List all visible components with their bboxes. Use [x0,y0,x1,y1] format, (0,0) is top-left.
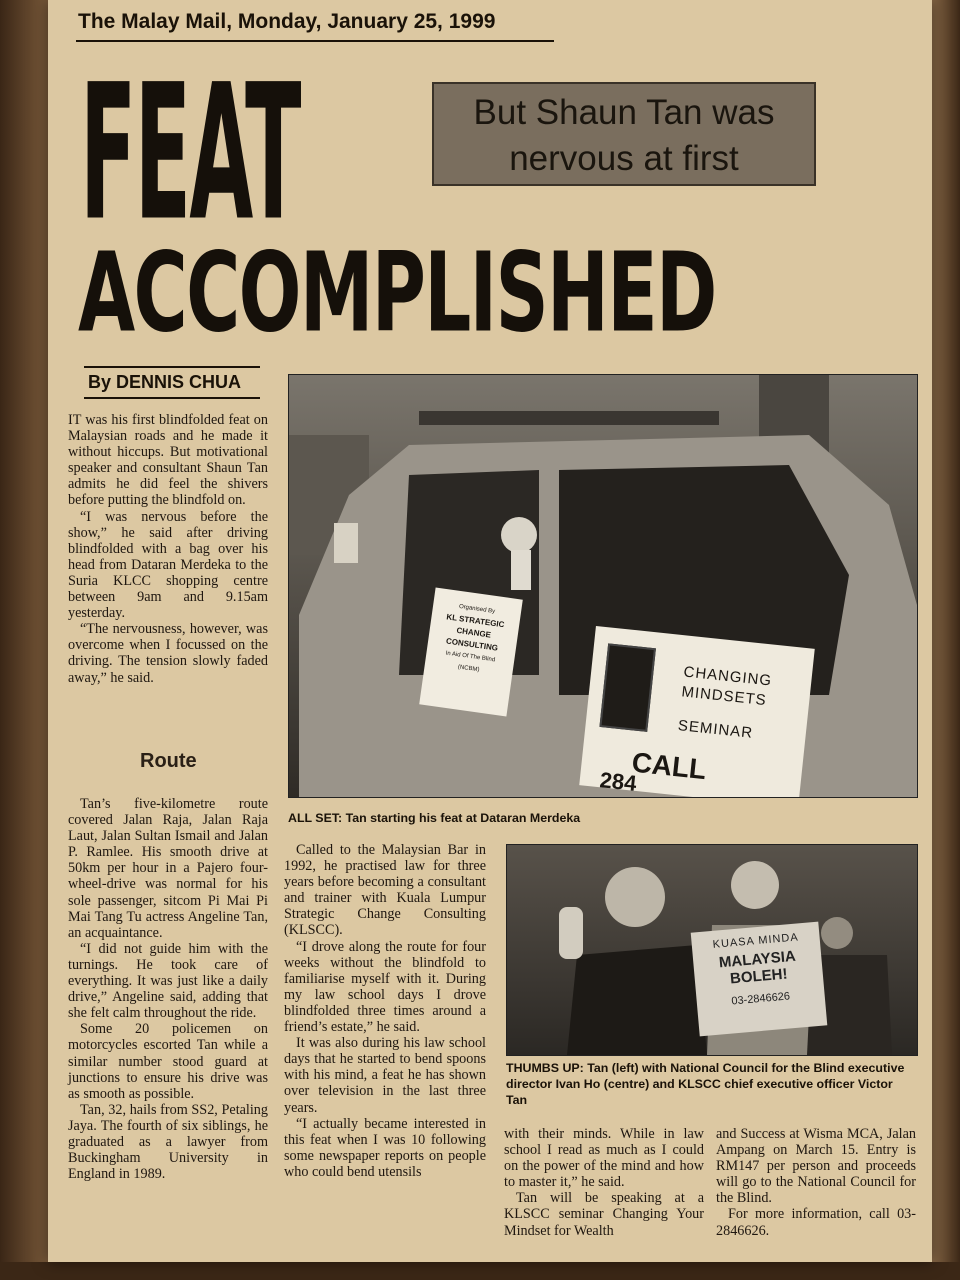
photo-2-caption: THUMBS UP: Tan (left) with National Council for the Blind executive director Ivan Ho (centre) and KLSCC chief executive officer Victor Tan [506,1061,905,1107]
newspaper-clipping [48,0,932,1262]
column-3 [504,1126,704,1252]
sign-text: 03-2846626 [730,990,791,1008]
kl-strategic-sign [419,587,523,716]
paragraph: Some 20 policemen on motorcycles escorted Tan while a similar number stood guard at junctions to ensure his drive was as smooth as possible. [68,1021,268,1102]
sign-text: (NCBM) [457,664,480,674]
sign-text: MINDSETS [680,683,768,710]
sign-text: CALL [630,746,708,786]
paragraph: IT was his first blindfolded feat on Malaysian roads and he made it without hiccups. But motivational speaker and consultant Shaun Tan admits he did feel the shivers before putting the blindfold on. [68,412,268,509]
paragraph: For more information, call 03-2846626. [716,1206,916,1239]
paragraph: and Success at Wisma MCA, Jalan Ampang on March 15. Entry is RM147 per person and proceeds will go to the National Council for the Blind. [716,1126,916,1207]
byline-rule-top [84,366,260,368]
paragraph: with their minds. While in law school I read as much as I could on the power of the mind and how to master it,” he said. [504,1126,704,1191]
sign-text: SEMINAR [677,717,754,742]
dateline: The Malay Mail, Monday, January 25, 1999 [78,10,496,33]
dateline-rule [76,40,554,42]
column-1-upper [68,412,268,742]
paragraph: “I actually became interested in this feat when I was 10 following some newspaper reports on people who could bend utensils [284,1115,486,1180]
table-surface-bottom [0,1262,960,1280]
deck-line-1: But Shaun Tan was [473,93,775,132]
paragraph: “I was nervous before the show,” he said after driving blindfolded with a bag over his head from Dataran Merdeka to the Suria KLCC shopping centre between 9am and 9.15am yesterday. [68,508,268,622]
column-4 [716,1126,916,1252]
byline-rule-bottom [84,397,260,399]
sign-text: 284 [598,767,638,796]
deck-line-2: nervous at first [509,139,739,178]
subhead-route: Route [140,750,197,772]
paragraph: “The nervousness, however, was overcome when I focussed on the driving. The tension slowly faded away,” he said. [68,621,268,686]
photo-1-caption: ALL SET: Tan starting his feat at Dataran Merdeka [288,811,581,825]
paragraph: “I drove along the route for four weeks without the blindfold to familiarise myself with it. During my law school days I drove blindfolded three times around a friend’s estate,” he said. [284,938,486,1036]
paragraph: Tan, 32, hails from SS2, Petaling Jaya. The fourth of six siblings, he graduated as a lawyer from Buckingham University in England in 1989. [68,1101,268,1183]
table-surface-right [932,0,960,1280]
sign-text: KUASA MINDA [712,931,800,951]
photo-car-feat [288,374,918,798]
column-1-lower [68,796,268,1246]
sign-text: In Aid Of The Blind [445,650,496,664]
changing-mindsets-sign [579,626,815,798]
paragraph: Tan’s five-kilometre route covered Jalan Raja, Jalan Raja Laut, Jalan Sultan Ismail and Jalan P. Ramlee. His smooth drive at 50km per hour in a Pajero four-wheel-drive was normal for his sole passenger, sitcom Pi Mai Pi Mai Tang Tu actress Angeline Tan, an acquaintance. [68,796,268,941]
sign-text: MALAYSIA [718,947,797,972]
sign-text: CHANGING [682,663,773,690]
column-2 [284,842,486,1252]
table-surface-left [0,0,48,1280]
paragraph: Tan will be speaking at a KLSCC seminar Changing Your Mindset for Wealth [504,1190,704,1239]
paragraph: Called to the Malaysian Bar in 1992, he practised law for three years before becoming a consultant and trainer with Kuala Lumpur Strategic Change Consulting (KLSCC). [284,842,486,939]
headline-line-2: ACCOMPLISHED [78,228,716,357]
book-cover-image [599,643,656,732]
sign-text: BOLEH! [729,965,789,988]
deck-box [432,82,816,186]
sign-text: CHANGE CONSULTING [445,625,499,653]
sign-text: KL STRATEGIC [445,612,505,630]
paragraph: “I did not guide him with the turnings. He took care of everything. It was just like a daily drive,” Angeline said, adding that she felt calm throughout the ride. [68,940,268,1022]
byline: By DENNIS CHUA [88,372,242,392]
paragraph: It was also during his law school days that he started to bend spoons with his mind, a feat he has shown over television in the last three years. [284,1035,486,1116]
headline-line-1: FEAT [80,44,300,263]
photo-thumbs-up [506,844,918,1056]
malaysia-boleh-sign [691,922,828,1037]
sign-text: Organised By [458,603,496,615]
